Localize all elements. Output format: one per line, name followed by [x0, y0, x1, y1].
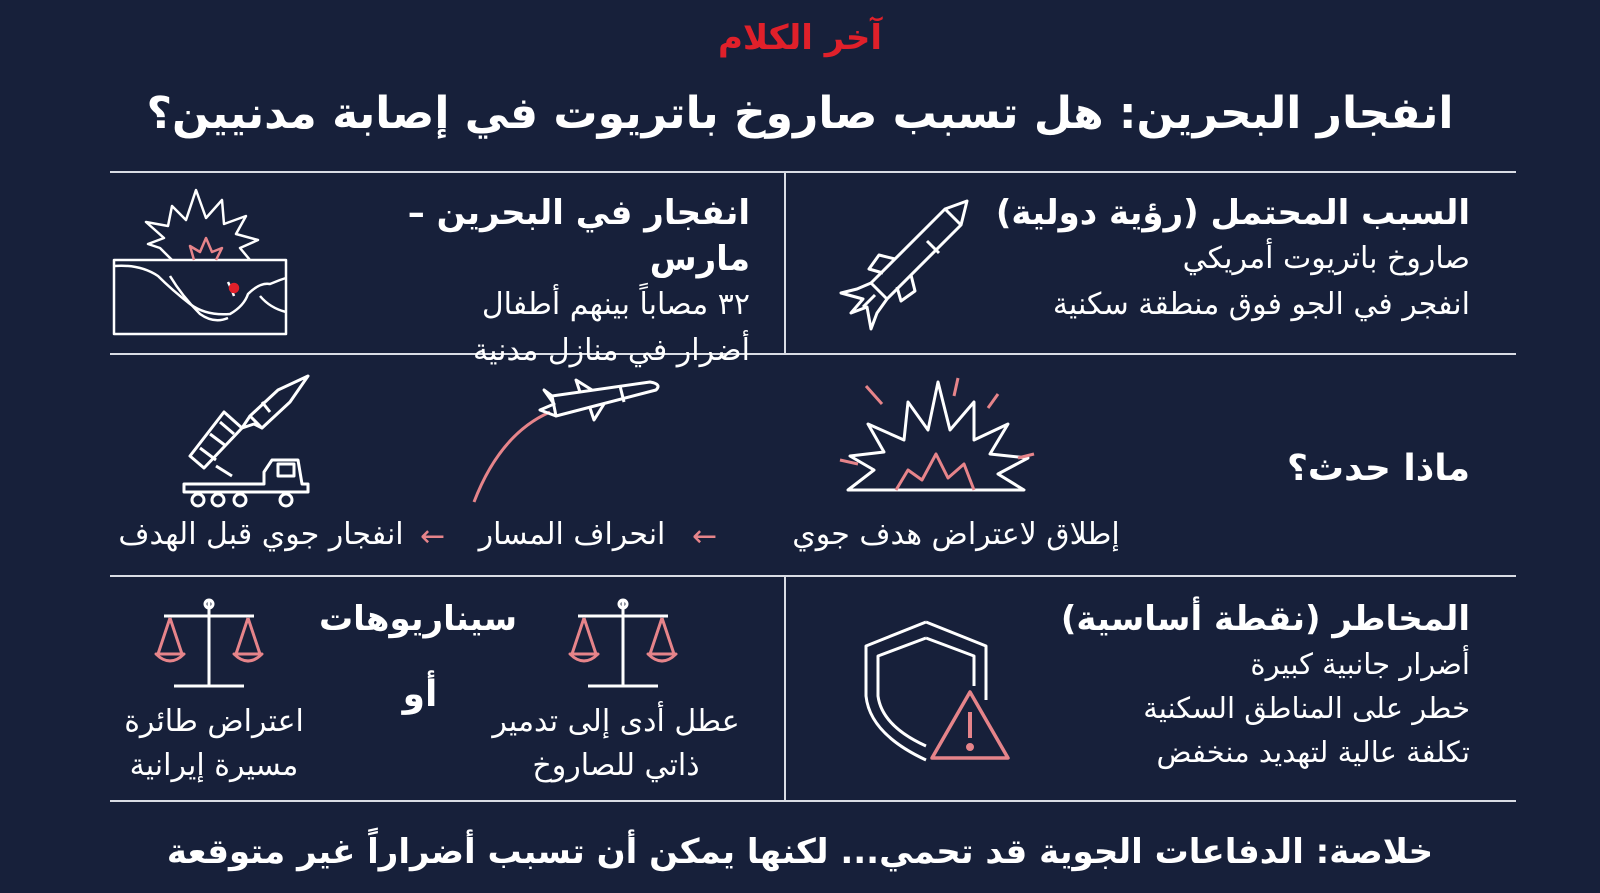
explosion-icon — [838, 374, 1038, 504]
scenario-option-b-line: اعتراض طائرة — [124, 704, 304, 739]
sequence-arrow: ← — [692, 519, 718, 554]
sequence-step-launch: إطلاق لاعتراض هدف جوي — [792, 517, 1120, 552]
divider-bottom — [110, 800, 1516, 802]
missile-icon — [835, 195, 975, 335]
brand-logo: آخر الكلام — [717, 18, 883, 58]
conclusion-text: خلاصة: الدفاعات الجوية قد تحمي... لكنها يمكن أن تسبب أضراراً غير متوقعة — [166, 832, 1434, 872]
map-explosion-icon — [110, 186, 290, 338]
scenario-option-a — [486, 700, 746, 788]
cause-line: انفجر في الجو فوق منطقة سكنية — [1052, 287, 1470, 322]
divider-vertical-upper — [784, 171, 786, 354]
scales-icon — [568, 596, 678, 696]
cause-line: صاروخ باتريوت أمريكي — [1182, 241, 1470, 276]
event-line: أضرار في منازل مدنية — [473, 333, 750, 368]
scenario-option-b — [112, 700, 316, 788]
page-title: انفجار البحرين: هل تسبب صاروخ باتريوت في إصابة مدنيين؟ — [146, 88, 1454, 139]
risks-line: تكلفة عالية لتهديد منخفض — [1156, 735, 1470, 769]
risks-heading: المخاطر (نقطة أساسية) — [1060, 599, 1470, 639]
launcher-icon — [180, 372, 312, 512]
scenario-option-a-line: عطل أدى إلى تدمير — [492, 704, 740, 739]
scenarios-heading: سيناريوهات — [318, 599, 518, 639]
divider-top — [110, 171, 1516, 173]
shield-warning-icon — [860, 616, 1020, 766]
scenario-option-a-line: ذاتي للصاروخ — [532, 748, 700, 783]
risks-section — [1050, 596, 1470, 774]
event-section — [310, 190, 750, 374]
event-heading: انفجار في البحرين – مارس — [407, 193, 750, 279]
risks-line: أضرار جانبية كبيرة — [1250, 647, 1470, 681]
sequence-step-deviation: انحراف المسار — [478, 517, 666, 552]
scenario-option-b-line: مسيرة إيرانية — [129, 748, 299, 783]
sequence-step-airburst: انفجار جوي قبل الهدف — [118, 517, 404, 552]
divider-middle-lower — [110, 575, 1516, 577]
risks-line: خطر على المناطق السكنية — [1143, 691, 1470, 725]
scenarios-or-label: أو — [402, 674, 438, 715]
sequence-arrow: ← — [420, 519, 446, 554]
cause-heading: السبب المحتمل (رؤية دولية) — [995, 193, 1470, 233]
divider-vertical-lower — [784, 575, 786, 801]
scales-icon — [154, 596, 264, 696]
event-line: ٣٢ مصاباً بينهم أطفال — [481, 287, 750, 322]
sequence-heading: ماذا حدث؟ — [1287, 448, 1470, 489]
curved-missile-icon — [470, 376, 670, 506]
